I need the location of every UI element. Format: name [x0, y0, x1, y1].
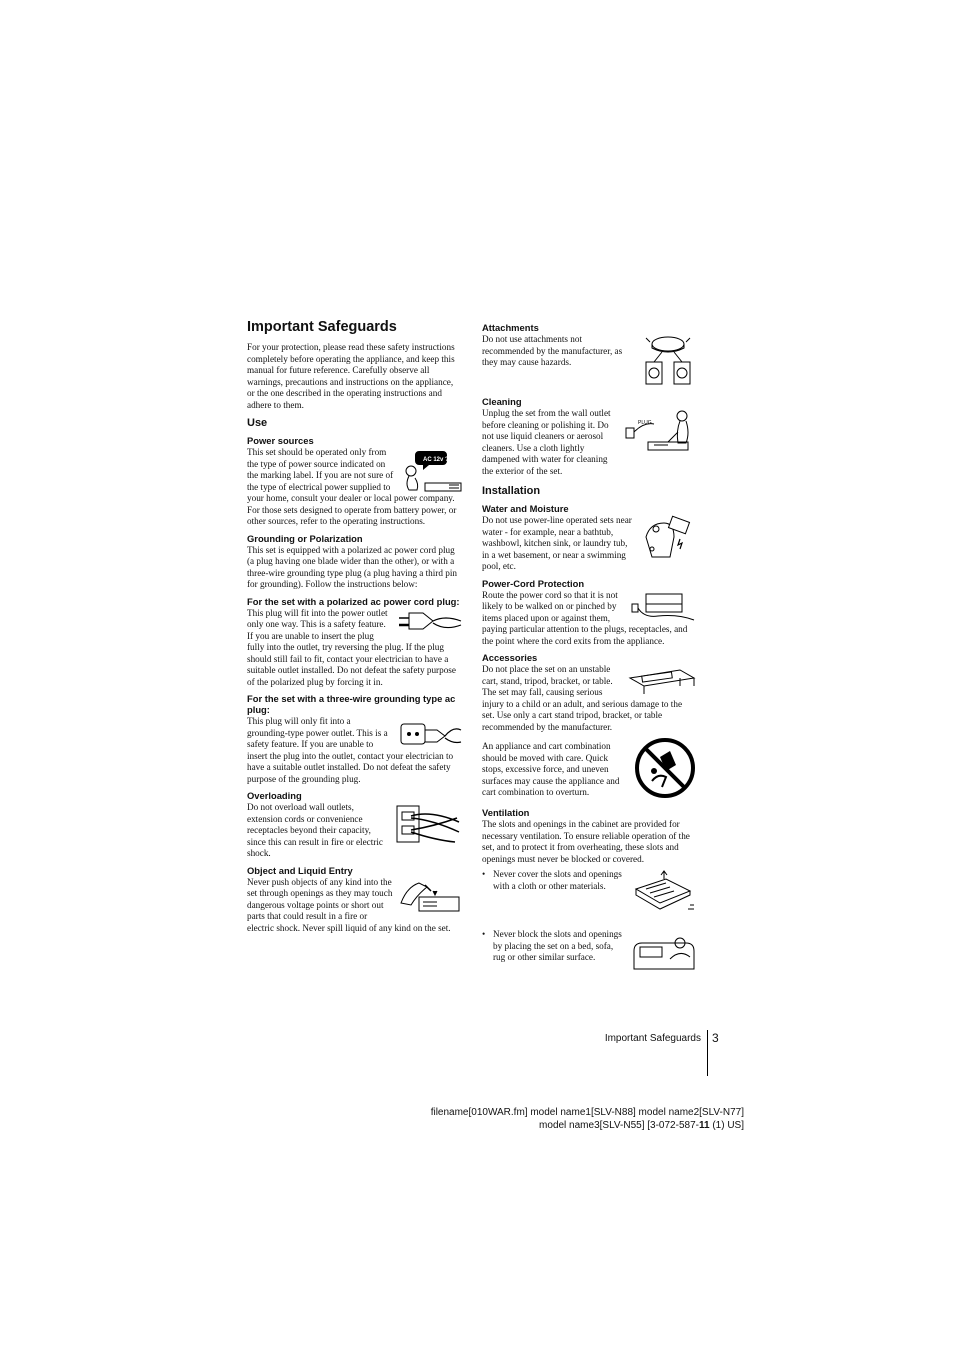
plug-label: PLUG: [638, 420, 652, 426]
ventilation-bullet-2: Never block the slots and openings by placing the set on a bed, sofa, rug or other similar surface.: [493, 929, 622, 962]
ventilation-text: The slots and openings in the cabinet are provided for necessary ventilation. To ensure reliable operation of the set, and to protect it from overheating, these slots and openings must never be blocked or covered.: [482, 819, 690, 864]
speech-bubble-text: AC 12v ?: [423, 457, 449, 463]
three-wire-plug-illustration: [397, 716, 463, 750]
three-wire-heading: For the set with a three-wire grounding type ac plug:: [247, 693, 456, 715]
metadata-line-2: [431, 1119, 744, 1132]
grounding-text: This set is equipped with a polarized ac power cord plug (a plug having one blade wider than the other), or with a three-wire grounding type plug (a plug having a third pin for grounding). Follow the instructions below:: [247, 544, 457, 589]
accessories-text-2: An appliance and cart combination should be moved with care. Quick stops, excessive force, and uneven surfaces may cause the appliance and cart combination to overturn.: [482, 741, 620, 797]
overloading-heading: Overloading: [247, 790, 302, 801]
cleaning-text: Unplug the set from the wall outlet before cleaning or polishing it. Do not use liquid cleaners or aerosol cleaners. Use a cloth lightly dampened with water for cleaning the exterior of the set.: [482, 408, 611, 476]
bullet-mark: •: [482, 869, 486, 879]
file-metadata: [431, 1106, 744, 1132]
attachments-illustration: [640, 334, 696, 388]
water-moisture-illustration: [640, 515, 696, 563]
object-liquid-text: Never push objects of any kind into the set through openings as they may touch dangerous voltage points or short out parts that could result in a fire or electric shock. Never spill liquid of any kind on the set.: [247, 876, 451, 933]
list-item: [482, 869, 696, 925]
three-wire-text: This plug will only fit into a grounding-type power outlet. This is a safety feature. If you are unable to insert the plug into the outlet, contact your electrician to have a suitable outlet installed. Do not defeat the safety purpose of the grounding plug.: [247, 716, 454, 784]
polarized-plug-illustration: [397, 608, 463, 638]
polarized-plug-text: This plug will fit into the power outlet only one way. This is a safety feature. If you are unable to insert the plug fully into the outlet, try reversing the plug. If the plug should still fail to fit, contact your electrician to have a suitable outlet installed. Do not defeat the safety purpose of the polarized plug by forcing it in.: [247, 607, 456, 687]
cloth-cover-illustration: [630, 869, 696, 915]
metadata-line-2-prefix: model name3[SLV-N55] [3-072-587-: [539, 1120, 699, 1131]
object-liquid-illustration: [397, 877, 463, 917]
bed-sofa-illustration: [630, 929, 696, 975]
right-column: [482, 322, 696, 989]
power-cord-illustration: [630, 590, 696, 622]
polarized-plug-heading: For the set with a polarized ac power cord plug:: [247, 595, 460, 607]
attachments-heading: Attachments: [482, 322, 539, 333]
metadata-line-1: filename[010WAR.fm] model name1[SLV-N88] model name2[SLV-N77]: [430, 1107, 744, 1118]
water-moisture-heading: Water and Moisture: [482, 503, 569, 514]
accessories-text: Do not place the set on an unstable cart, stand, tripod, bracket, or table. The set may fall, causing serious injury to a child or an adult, and serious damage to the set. Use only a cart stand tripod, bracket, or table recommended by the manufacturer.: [482, 664, 683, 732]
installation-heading: Installation: [482, 485, 541, 497]
power-cord-heading: Power-Cord Protection: [482, 577, 585, 589]
attachments-text: Do not use attachments not recommended by the manufacturer, as they may cause hazards.: [482, 334, 623, 367]
intro-text: For your protection, please read these safety instructions completely before operating the appliance, and keep this manual for future reference. Carefully observe all warnings, precautions and instructions on the appliance, or the one described in the operating instructions and adhere to them.: [247, 342, 455, 410]
metadata-line-2-suffix: (1) US]: [709, 1120, 744, 1131]
accessories-illustration: [626, 664, 696, 698]
cart-warning-illustration: [634, 737, 696, 799]
footer-section-label: Important Safeguards: [604, 1033, 701, 1044]
cleaning-heading: Cleaning: [482, 396, 522, 407]
page-number: 3: [712, 1031, 719, 1045]
metadata-line-2-bold: 11: [698, 1120, 710, 1131]
bullet-mark: •: [482, 929, 486, 939]
power-source-illustration: [401, 449, 463, 493]
grounding-heading: Grounding or Polarization: [247, 532, 363, 544]
power-cord-text: Route the power cord so that it is not likely to be walked on or pinched by items placed upon or against them, paying particular attention to the plugs, receptacles, and the point where the cord exits from the appliance.: [482, 589, 688, 646]
ventilation-bullet-1: Never cover the slots and openings with a cloth or other materials.: [493, 869, 622, 891]
water-moisture-text: Do not use power-line operated sets near water - for example, near a bathtub, washbowl, kitchen sink, or laundry tub, in a wet basement, or near a swimming pool, etc.: [482, 515, 632, 571]
left-column: [247, 318, 463, 934]
power-sources-heading: Power sources: [247, 435, 314, 446]
ventilation-heading: Ventilation: [482, 807, 530, 818]
object-liquid-heading: Object and Liquid Entry: [247, 864, 353, 876]
list-item: [482, 929, 696, 985]
footer-divider: [707, 1030, 708, 1076]
ventilation-bullets: [482, 869, 696, 985]
power-sources-text: This set should be operated only from the type of power source indicated on the marking label. If you are not sure of the type of electrical power supplied to your home, consult your dealer or local power company. For those sets designed to operate from battery power, or other sources, refer to the operating instructions.: [247, 447, 457, 526]
accessories-heading: Accessories: [482, 652, 538, 663]
cleaning-illustration: [624, 408, 696, 456]
use-heading: Use: [247, 417, 268, 429]
overloading-illustration: [393, 802, 463, 846]
overloading-text: Do not overload wall outlets, extension cords or convenience receptacles beyond their capacity, since this can result in fire or electric shock.: [247, 802, 383, 858]
page-title: Important Safeguards: [247, 319, 397, 335]
